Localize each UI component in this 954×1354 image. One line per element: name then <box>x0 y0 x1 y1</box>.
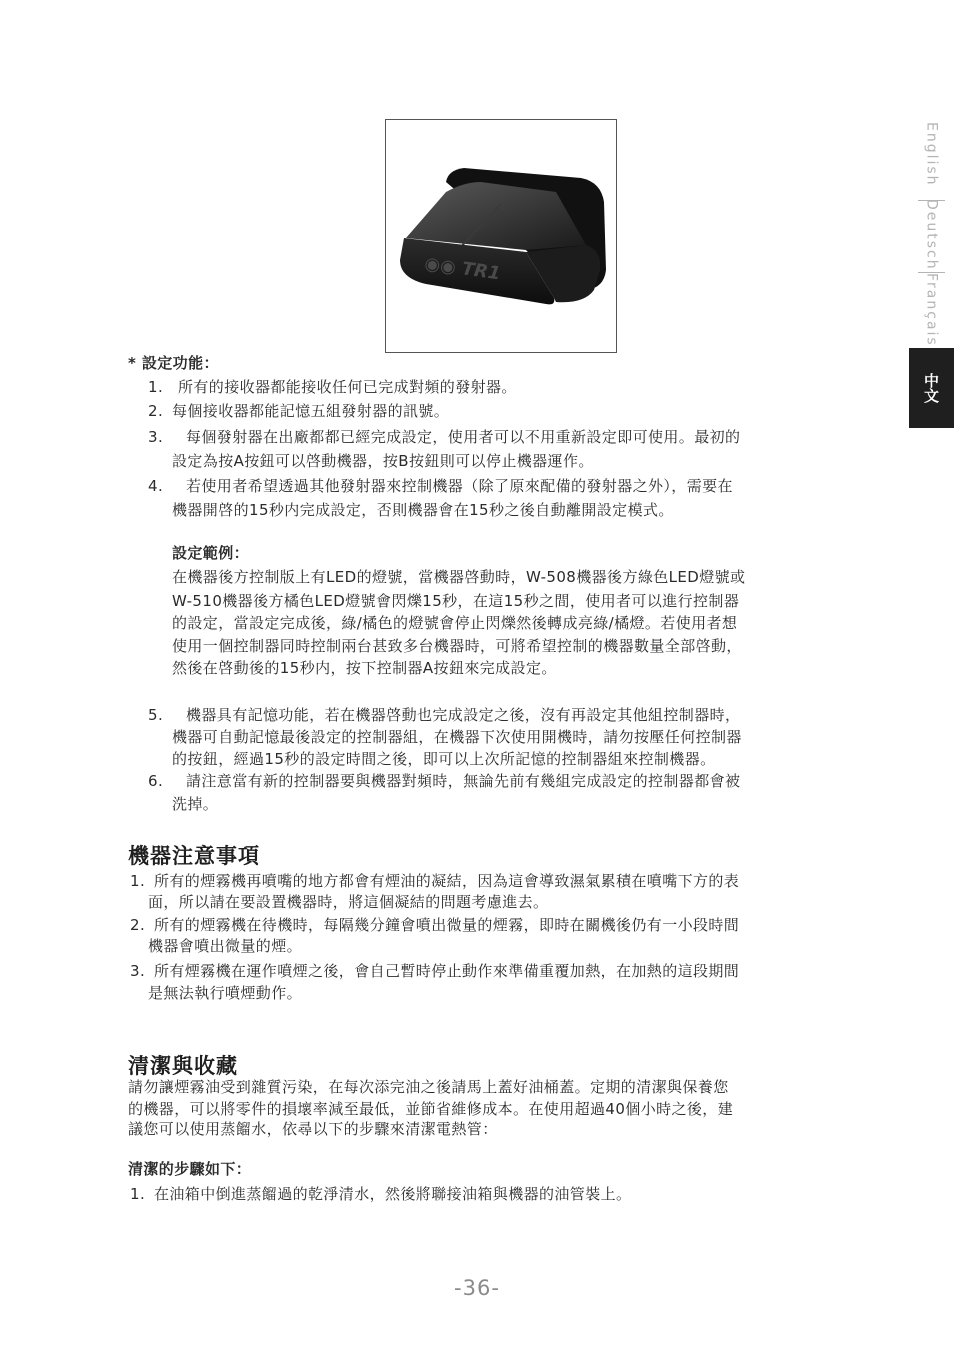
list-item: 請注意當有新的控制器要與機器對頻時，無論先前有幾組完成設定的控制器都會被 <box>186 772 741 790</box>
list-number: 1. <box>130 872 146 890</box>
list-item: 機器可自動記憶最後設定的控制器組，在機器下次使用開機時，請勿按壓任何控制器 <box>172 728 742 746</box>
tab-deutsch[interactable]: Deutsch <box>923 199 940 271</box>
list-number: 5. <box>148 706 164 724</box>
list-number: 2. <box>148 402 164 420</box>
list-item: 所有的煙霧機在待機時，每隔幾分鐘會噴出微量的煙霧，即時在關機後仍有一小段時間 <box>154 916 740 934</box>
list-item: 面，所以請在要設置機器時，將這個凝結的問題考慮進去。 <box>148 893 549 911</box>
list-item: 是無法執行噴煙動作。 <box>148 984 303 1002</box>
list-item: 機器會噴出微量的煙。 <box>148 937 303 955</box>
list-item: 所有煙霧機在運作噴煙之後，會自己暫時停止動作來準備重覆加熱，在加熱的這段期間 <box>154 962 740 980</box>
list-item: 機器具有記憶功能，若在機器啓動也完成設定之後，沒有再設定其他組控制器時， <box>186 706 741 724</box>
cleaning-heading: 清潔與收藏 <box>128 1054 238 1078</box>
list-number: 6. <box>148 772 164 790</box>
list-item: 機器開啓的15秒内完成設定，否則機器會在15秒之後自動離開設定模式。 <box>172 501 674 519</box>
list-item: 所有的煙霧機再噴嘴的地方都會有煙油的凝結，因為這會導致濕氣累積在噴嘴下方的表 <box>154 872 740 890</box>
list-item: 若使用者希望透過其他發射器來控制機器（除了原來配備的發射器之外），需要在 <box>186 477 733 495</box>
list-item: 所有的接收器都能接收任何已完成對頻的發射器。 <box>178 378 517 396</box>
product-photo <box>385 119 617 353</box>
list-number: 2. <box>130 916 146 934</box>
example-line: 在機器後方控制版上有LED的燈號，當機器啓動時，W-508機器後方綠色LED燈號或 <box>172 568 746 586</box>
svg-text:◉◉ TR1: ◉◉ TR1 <box>423 253 502 285</box>
cleaning-paragraph-line: 議您可以使用蒸餾水，依尋以下的步驟來清潔電熱管： <box>128 1120 498 1138</box>
list-item: 設定為按A按鈕可以啓動機器，按B按鈕則可以停止機器運作。 <box>172 452 594 470</box>
example-line: 的設定，當設定完成後，綠/橘色的燈號會停止閃爍然後轉成亮綠/橘燈。若使用者想 <box>172 614 738 632</box>
list-number: 3. <box>130 962 146 980</box>
remote-transmitter-image <box>386 120 616 352</box>
cleaning-steps-heading: 清潔的步驟如下： <box>128 1160 252 1178</box>
list-item: 每個發射器在出廠都都已經完成設定，使用者可以不用重新設定即可使用。最初的 <box>186 428 741 446</box>
tab-english[interactable]: English <box>923 121 940 187</box>
tab-francais[interactable]: Français <box>923 273 940 347</box>
example-line: W-510機器後方橘色LED燈號會閃爍15秒，在這15秒之間，使用者可以進行控制器 <box>172 592 740 610</box>
cautions-heading: 機器注意事項 <box>128 844 260 868</box>
setup-heading: * 設定功能： <box>128 354 219 372</box>
list-item: 洗掉。 <box>172 795 219 813</box>
example-line: 使用一個控制器同時控制兩台甚致多台機器時，可將希望控制的機器數量全部啓動， <box>172 637 742 655</box>
list-number: 1. <box>148 378 164 396</box>
cleaning-paragraph-line: 請勿讓煙霧油受到雜質污染，在每次添完油之後請馬上蓋好油桶蓋。定期的清潔與保養您 <box>128 1078 729 1096</box>
list-item: 的按鈕，經過15秒的設定時間之後，即可以上次所記憶的控制器組來控制機器。 <box>172 750 716 768</box>
list-number: 1. <box>130 1185 146 1203</box>
tab-chinese[interactable]: 中文 <box>909 348 954 428</box>
list-item: 每個接收器都能記憶五組發射器的訊號。 <box>172 402 450 420</box>
cleaning-paragraph-line: 的機器，可以將零件的損壞率減至最低，並節省維修成本。在使用超過40個小時之後，建 <box>128 1100 734 1118</box>
list-number: 3. <box>148 428 164 446</box>
list-number: 4. <box>148 477 164 495</box>
page-number: -36- <box>454 1276 500 1300</box>
language-tabs <box>909 108 954 428</box>
example-line: 然後在啓動後的15秒内，按下控制器A按鈕來完成設定。 <box>172 659 557 677</box>
list-item: 在油箱中倒進蒸餾過的乾淨清水，然後將聯接油箱與機器的油管裝上。 <box>154 1185 632 1203</box>
example-heading: 設定範例： <box>172 544 250 562</box>
